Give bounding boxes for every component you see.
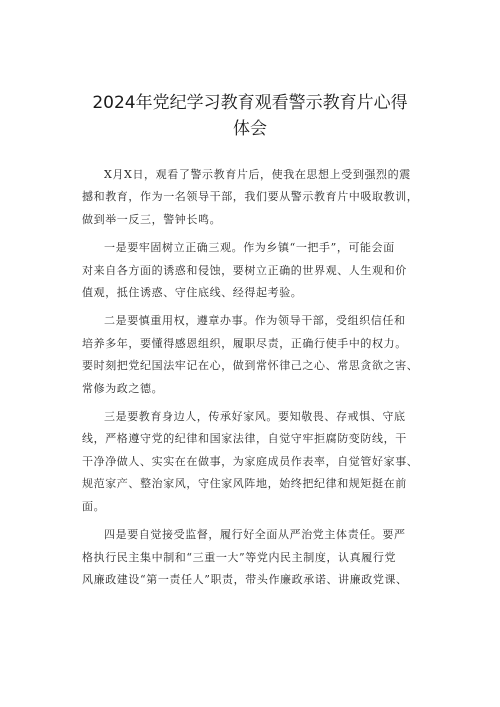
document-title [0, 90, 500, 142]
text-line: 撼和教育，作为一名领导干部，我们要从警示教育片中吸取教训， [82, 190, 419, 204]
text-line: 培养多年，要懂得感恩组织，履职尽责，正确行使手中的权力。 [82, 336, 407, 350]
text-line: 四是要自觉接受监督，履行好全面从严治党主体责任。要严 [104, 528, 406, 542]
text-line: 面。 [82, 499, 106, 513]
text-line: 三是要教育身边人，传承好家风。要知敬畏、存戒惧、守底 [104, 410, 406, 424]
paragraph [82, 524, 424, 591]
document-body [82, 164, 424, 597]
text-line: 格执行民主集中制和“三重一大”等党内民主制度，认真履行党 [82, 550, 397, 564]
text-line: 规范家产、整治家风，守住家风阵地，始终把纪律和规矩挺在前 [82, 477, 407, 491]
text-line: 线，严格遵守党的纪律和国家法律，自觉守牢拒腐防变防线，干 [82, 432, 407, 446]
text-line: 一是要牢固树立正确三观。作为乡镇“一把手”，可能会面 [104, 241, 395, 255]
text-line: 要时刻把党纪国法牢记在心，做到常怀律己之心、常思贪欲之害、 [82, 359, 419, 373]
text-line: 对来自各方面的诱惑和侵蚀，要树立正确的世界观、人生观和价 [82, 263, 407, 277]
text-line: 风廉政建设“第一责任人”职责，带头作廉政承诺、讲廉政党课、 [82, 572, 408, 586]
paragraph [82, 237, 424, 304]
text-line: 二是要慎重用权，遵章办事。作为领导干部，受组织信任和 [104, 314, 406, 328]
text-line: 做到举一反三，警钟长鸣。 [82, 212, 222, 226]
paragraph [82, 310, 424, 400]
text-line: 干净净做人、实实在在做事，为家庭成员作表率，自觉管好家事、 [82, 454, 419, 468]
text-line: 常修为政之德。 [82, 381, 164, 395]
text-line: 值观，抵住诱惑、守住底线、经得起考验。 [82, 286, 303, 300]
paragraph [82, 164, 424, 231]
paragraph [82, 406, 424, 518]
text-line: X月X日，观看了警示教育片后，使我在思想上受到强烈的震 [104, 168, 411, 181]
title-line-2: 体会 [233, 119, 267, 139]
title-line-1: 2024年党纪学习教育观看警示教育片心得 [92, 93, 408, 113]
